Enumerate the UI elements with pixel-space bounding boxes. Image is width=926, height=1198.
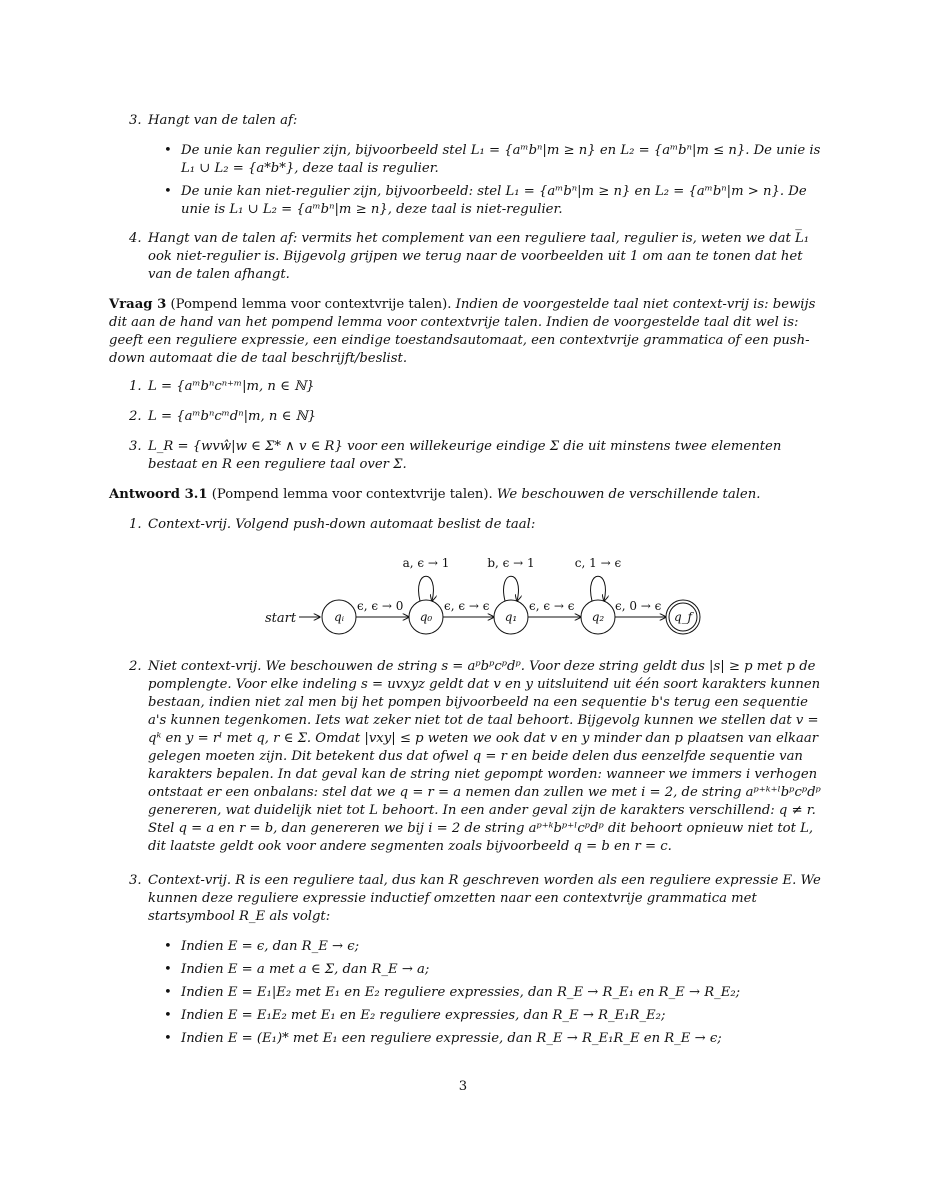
enum-number: 1. xyxy=(129,517,142,532)
loop-label: b, ϵ → 1 xyxy=(487,556,535,570)
pda-diagram xyxy=(0,540,926,650)
enum-number: 3. xyxy=(129,873,142,888)
answer-subtitle: (Pompend lemma voor contextvrije talen). xyxy=(211,487,493,502)
enum-item xyxy=(129,112,829,130)
loop-label: a, ϵ → 1 xyxy=(402,556,450,570)
start-label: start xyxy=(265,611,297,626)
enum-item xyxy=(129,378,829,396)
enum-text: Hangt van de talen af: xyxy=(148,113,298,128)
enum-text: Hangt van de talen af: vermits het complement van een reguliere taal, regulier is, weten we dat L̅₁ ook niet-regulier is. Bijgevolg grijpen we terug naar de voorbeelden uit 1 om aan te tonen dat het van de talen afhangt. xyxy=(148,231,810,282)
question-paragraph xyxy=(109,296,821,368)
enum-number: 3. xyxy=(129,439,142,454)
transition-label: ϵ, 0 → ϵ xyxy=(615,599,662,613)
enum-text: L = {aᵐbⁿcⁿ⁺ᵐ|m, n ∈ ℕ} xyxy=(148,379,315,394)
enum-number: 2. xyxy=(129,409,142,424)
bullet-item: • Indien E = E₁E₂ met E₁ en E₂ reguliere expressies, dan R_E → R_E₁R_E₂; xyxy=(163,1007,823,1025)
enum-number: 3. xyxy=(129,113,142,128)
answer-text: We beschouwen de verschillende talen. xyxy=(496,487,761,502)
bullet-list xyxy=(163,142,823,224)
bullet-item: • De unie kan regulier zijn, bijvoorbeeld stel L₁ = {aᵐbⁿ|m ≥ n} en L₂ = {aᵐbⁿ|m ≤ n}. De unie is L₁ ∪ L₂ = {a*b*}, deze taal is regulier. xyxy=(163,142,823,178)
answer-paragraph xyxy=(109,486,821,504)
enum-text: Context-vrij. Volgend push-down automaat beslist de taal: xyxy=(148,517,536,532)
enum-item xyxy=(129,872,829,926)
enum-item xyxy=(129,408,829,426)
answer-heading: Antwoord 3.1 xyxy=(109,487,208,502)
enum-number: 1. xyxy=(129,379,142,394)
state-label: q₂ xyxy=(591,610,605,624)
enum-text: Context-vrij. R is een reguliere taal, dus kan R geschreven worden als een reguliere expressie E. We kunnen deze reguliere expressie inductief omzetten naar een contextvrije grammatica met startsymbool R_E als volgt: xyxy=(148,873,821,924)
state-label: q_f xyxy=(673,610,693,624)
state-label: q₀ xyxy=(419,610,433,624)
page-number: 3 xyxy=(458,1079,468,1094)
enum-number: 2. xyxy=(129,659,142,674)
enum-text: L = {aᵐbⁿcᵐdⁿ|m, n ∈ ℕ} xyxy=(148,409,316,424)
enum-item xyxy=(129,516,829,534)
enum-text: Niet context-vrij. We beschouwen de string s = aᵖbᵖcᵖdᵖ. Voor deze string geldt dus |s| ≥ p met p de pomplengte. Voor elke indeling s = uvxyz geldt dat v en y uitsluitend uit één soort karakters kunnen bestaan, indien niet zal men bij het pompen bijvoorbeeld na een sequentie b's terug een sequentie a's kunnen tegenkomen. Iets wat zeker niet tot de taal behoort. Bijgevolg kunnen we stellen dat v = qᵏ en y = rˡ met q, r ∈ Σ. Omdat |vxy| ≤ p weten we ook dat v en y minder dan p plaatsen van elkaar gelegen moeten zijn. Dit betekent dus dat ofwel q = r en beide delen dus eenzelfde sequentie van karakters bepalen. In dat geval kan de string niet gepompt worden: wanneer we immers i verhogen ontstaat er een onbalans: stel dat we q = r = a nemen dan zullen we met i = 2, de string aᵖ⁺ᵏ⁺ˡbᵖcᵖdᵖ genereren, wat duidelijk niet tot L behoort. In een ander geval zijn de karakters verschillend: q ≠ r. Stel q = a en r = b, dan genereren we bij i = 2 de string aᵖ⁺ᵏbᵖ⁺ˡcᵖdᵖ dit behoort opnieuw niet tot L, dit laatste geldt ook voor andere segmenten zoals bijvoorbeeld q = b en r = c. xyxy=(148,659,821,854)
bullet-item: • Indien E = ϵ, dan R_E → ϵ; xyxy=(163,938,823,956)
question-subtitle: (Pompend lemma voor contextvrije talen). xyxy=(170,297,452,312)
bullet-item: • Indien E = (E₁)* met E₁ een reguliere expressie, dan R_E → R_E₁R_E en R_E → ϵ; xyxy=(163,1030,823,1048)
self-loop-arrow xyxy=(419,576,434,601)
question-heading: Vraag 3 xyxy=(109,297,167,312)
bullet-item: • Indien E = E₁|E₂ met E₁ en E₂ reguliere expressies, dan R_E → R_E₁ en R_E → R_E₂; xyxy=(163,984,823,1002)
enum-item xyxy=(129,230,829,284)
bullet-item: • Indien E = a met a ∈ Σ, dan R_E → a; xyxy=(163,961,823,979)
state-label: qᵢ xyxy=(333,610,345,624)
bullet-item: • De unie kan niet-regulier zijn, bijvoorbeeld: stel L₁ = {aᵐbⁿ|m ≥ n} en L₂ = {aᵐbⁿ|m > n}. De unie is L₁ ∪ L₂ = {aᵐbⁿ|m ≥ n}, deze taal is niet-regulier. xyxy=(163,183,823,219)
transition-label: ϵ, ϵ → ϵ xyxy=(529,599,575,613)
state-label: q₁ xyxy=(504,610,518,624)
transition-label: ϵ, ϵ → 0 xyxy=(357,599,404,613)
self-loop-arrow xyxy=(591,576,606,601)
enum-number: 4. xyxy=(129,231,142,246)
question-text: Indien de voorgestelde taal niet context-vrij is: bewijs dit aan de hand van het pompend lemma voor contextvrije talen. Indien de voorgestelde taal dit wel is: geeft een reguliere expressie, een eindige toestandsautomaat, een contextvrije grammatica of een push-down automaat die de taal beschrijft/beslist. xyxy=(109,297,816,366)
loop-label: c, 1 → ϵ xyxy=(574,556,622,570)
enum-text: L_R = {wvŵ|w ∈ Σ* ∧ v ∈ R} voor een willekeurige eindige Σ die uit minstens twee elementen bestaat en R een reguliere taal over Σ. xyxy=(148,439,782,472)
self-loop-arrow xyxy=(504,576,519,601)
transition-label: ϵ, ϵ → ϵ xyxy=(444,599,490,613)
enum-item xyxy=(129,658,829,856)
bullet-list xyxy=(163,938,823,1053)
enum-item xyxy=(129,438,829,474)
